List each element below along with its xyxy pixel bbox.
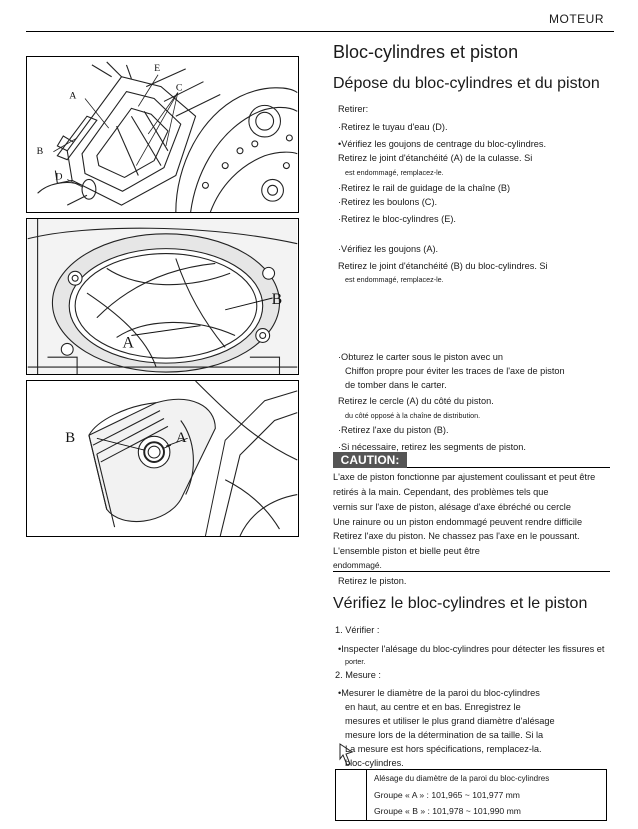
step-check-dowels-a: ·Vérifiez les goujons (A). xyxy=(338,244,439,254)
caution-line-7: endommagé. xyxy=(333,560,382,570)
caution-line-6: L'ensemble piston et bielle peut être xyxy=(333,546,480,556)
spec-table-icon-cell xyxy=(336,770,367,820)
measure-step-2: 2. Mesure : xyxy=(335,670,381,680)
step-water-pipe: ·Retirez le tuyau d'eau (D). xyxy=(338,122,448,132)
caution-line-1: L'axe de piston fonctionne par ajustement coulissant et peut être xyxy=(333,472,596,482)
step-remove-piston: Retirez le piston. xyxy=(338,576,407,586)
figure-piston-pin xyxy=(26,380,299,537)
step-remove-label: Retirer: xyxy=(338,104,369,114)
step-piston-pin: ·Retirez l'axe du piston (B). xyxy=(338,425,449,435)
spec-table xyxy=(335,769,607,821)
step-bolts: ·Retirez les boulons (C). xyxy=(338,197,438,207)
measure-line-3: mesures et utiliser le plus grand diamètre d'alésage xyxy=(345,716,555,726)
step-cylinder-block: ·Retirez le bloc-cylindres (E). xyxy=(338,214,456,224)
caution-line-3: vernis sur l'axe de piston, alésage d'axe ébréché ou cercle xyxy=(333,502,571,512)
measure-line-1: •Mesurer le diamètre de la paroi du bloc-cylindres xyxy=(338,688,540,698)
header-divider xyxy=(26,31,614,32)
spec-group-b: Groupe « B » : 101,978 ~ 101,990 mm xyxy=(374,806,521,816)
pointer-hand-icon xyxy=(338,742,362,770)
note-replace-damaged: est endommagé, remplacez-le. xyxy=(345,168,444,177)
caution-line-5: Retirez l'axe du piston. Ne chassez pas l'axe en le poussant. xyxy=(333,531,580,541)
figure1-label-e: E xyxy=(154,62,161,74)
figure-dowels-gasket xyxy=(26,218,299,375)
inspect-bore-wear: porter. xyxy=(345,657,366,666)
section-title: Bloc-cylindres et piston xyxy=(333,42,519,62)
figure1-label-b: B xyxy=(36,145,44,157)
measure-line-6: bloc-cylindres. xyxy=(345,758,404,768)
note-replace-damaged-2: est endommagé, remplacez-le. xyxy=(345,275,444,284)
caution-rule-top xyxy=(407,467,610,468)
caution-rule-bottom xyxy=(333,571,610,572)
figure2-label-b: B xyxy=(271,290,283,308)
subsection-title-removal: Dépose du bloc-cylindres et du piston xyxy=(333,75,600,92)
step-plug-crankcase: ·Obturez le carter sous le piston avec un xyxy=(338,352,503,362)
figure1-label-c: C xyxy=(175,82,183,94)
step-head-gasket: Retirez le joint d'étanchéité (A) de la culasse. Si xyxy=(338,153,533,163)
note-opposite-side: du côté opposé à la chaîne de distribution. xyxy=(345,411,481,420)
step-plug-crankcase-2: Chiffon propre pour éviter les traces de l'axe de piston xyxy=(345,366,565,376)
step-circlip: Retirez le cercle (A) du côté du piston. xyxy=(338,396,494,406)
figure3-label-a: A xyxy=(175,430,187,447)
section-header: MOTEUR xyxy=(549,12,604,26)
step-piston-rings: ·Si nécessaire, retirez les segments de piston. xyxy=(338,442,526,452)
inspect-step-1: 1. Vérifier : xyxy=(335,625,380,635)
step-check-dowels: •Vérifiez les goujons de centrage du bloc-cylindres. xyxy=(338,139,547,149)
illustration-gasket xyxy=(27,219,298,374)
figure1-label-d: D xyxy=(55,171,63,183)
figure1-label-a: A xyxy=(69,90,77,102)
step-block-gasket: Retirez le joint d'étanchéité (B) du bloc-cylindres. Si xyxy=(338,261,548,271)
step-chain-guide: ·Retirez le rail de guidage de la chaîne (B) xyxy=(338,183,511,193)
caution-line-4: Une rainure ou un piston endommagé peuvent rendre difficile xyxy=(333,517,583,527)
figure3-label-b: B xyxy=(65,430,76,447)
caution-line-2: retirés à la main. Cependant, des problèmes tels que xyxy=(333,487,549,497)
inspect-bore: •Inspecter l'alésage du bloc-cylindres pour détecter les fissures et xyxy=(338,644,605,654)
illustration-cylinder-block xyxy=(27,57,298,212)
measure-line-5: La mesure est hors spécifications, remplacez-la. xyxy=(345,744,542,754)
caution-label: CAUTION: xyxy=(333,452,407,468)
measure-line-2: en haut, au centre et en bas. Enregistrez le xyxy=(345,702,521,712)
spec-title: Alésage du diamètre de la paroi du bloc-cylindres xyxy=(374,774,550,783)
subsection-title-inspect: Vérifiez le bloc-cylindres et le piston xyxy=(333,595,588,612)
measure-line-4: mesure lors de la détermination de sa taille. Si la xyxy=(345,730,544,740)
illustration-piston xyxy=(27,381,298,536)
figure-cylinder-block-removal xyxy=(26,56,299,213)
figure2-label-a: A xyxy=(122,334,134,352)
spec-group-a: Groupe « A » : 101,965 ~ 101,977 mm xyxy=(374,790,520,800)
step-plug-crankcase-3: de tomber dans le carter. xyxy=(345,380,447,390)
